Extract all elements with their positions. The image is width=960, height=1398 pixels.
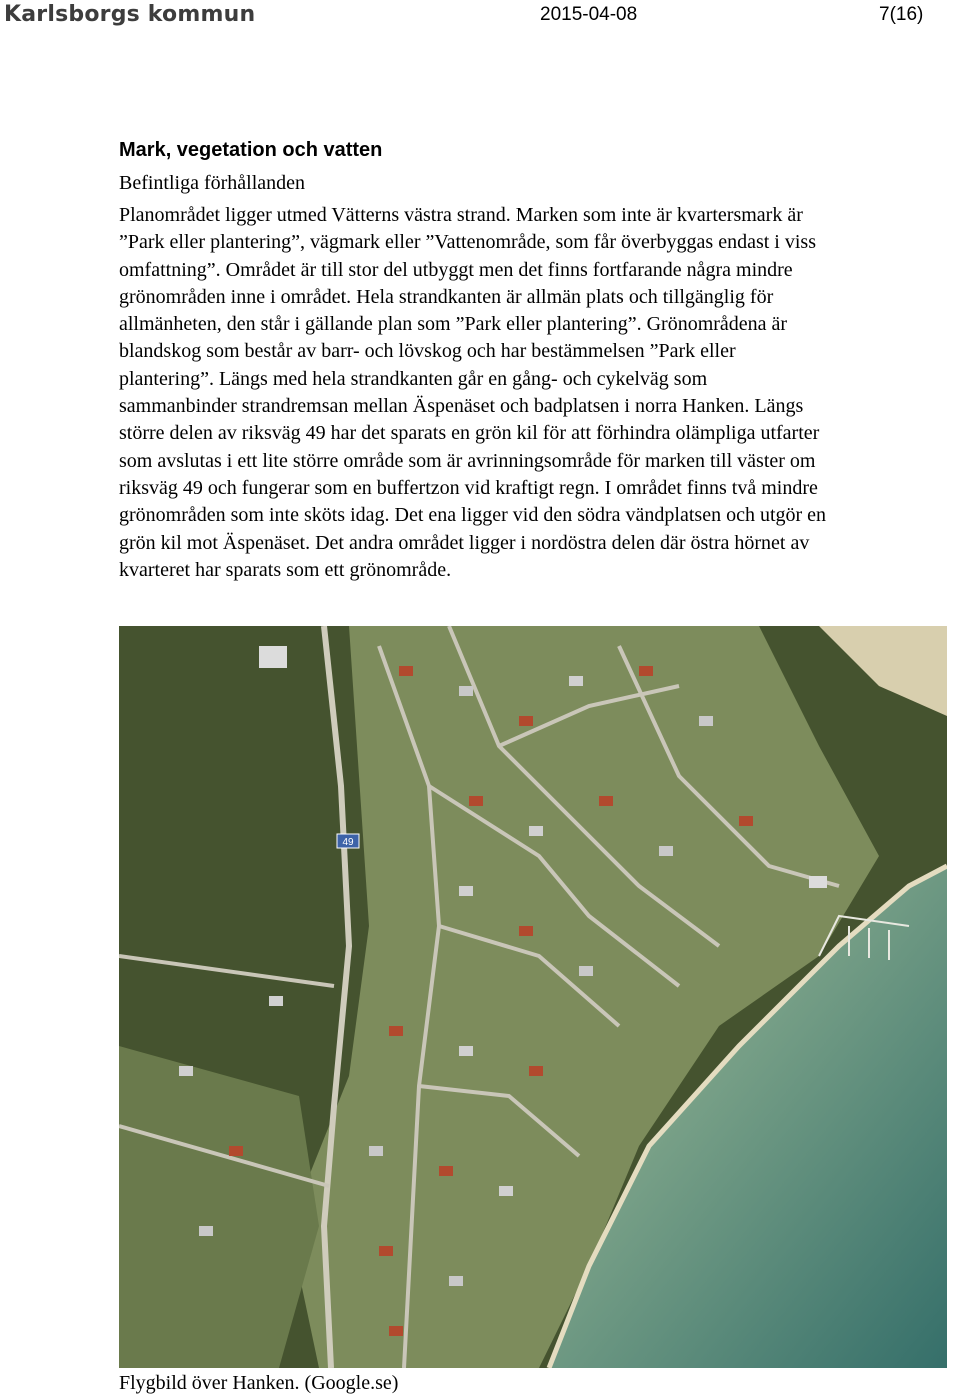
page-number: 7(16): [879, 4, 924, 25]
municipality-logo: Karlsborgs kommun: [4, 2, 256, 27]
aerial-photo: [119, 626, 947, 1368]
document-date: 2015-04-08: [540, 4, 638, 25]
section-heading: Mark, vegetation och vatten: [119, 139, 383, 161]
figure-caption: Flygbild över Hanken. (Google.se): [119, 1372, 399, 1394]
section-subheading: Befintliga förhållanden: [119, 172, 306, 194]
body-paragraph: Planområdet ligger utmed Vätterns västra strand. Marken som inte är kvartersmark är ”Park eller plantering”, vägmark eller ”Vattenområde, som får överbyggas endast i viss omfattning”. Området är till stor del utbyggt men det finns fortfarande några mindre grönområden inne i området. Hela strandkanten är allmän plats och tillgänglig för allmänheten, den står i gällande plan som ”Park eller plantering”. Grönområdena är blandskog som består av barr- och lövskog och har bestämmelsen ”Park eller plantering”. Längs med hela strandkanten går en gång- och cykelväg som sammanbinder strandremsan mellan Äspenäset och badplatsen i norra Hanken. Längs större delen av riksväg 49 har det sparats en grön kil för att förhindra olämpliga utfarter som avslutas i ett lite större område som är avrinningsområde för marken till väster om riksväg 49 och fungerar som en buffertzon vid kraftigt regn. I området finns två mindre grönområden som inte sköts idag. Det ena ligger vid den södra vändplatsen och utgör en grön kil mot Äspenäset. Det andra området ligger i nordöstra delen där östra hörnet av kvarteret har sparats som ett grönområde.: [119, 204, 827, 581]
west-clearing: [119, 1046, 319, 1368]
road-sign-label: 49: [342, 837, 354, 848]
